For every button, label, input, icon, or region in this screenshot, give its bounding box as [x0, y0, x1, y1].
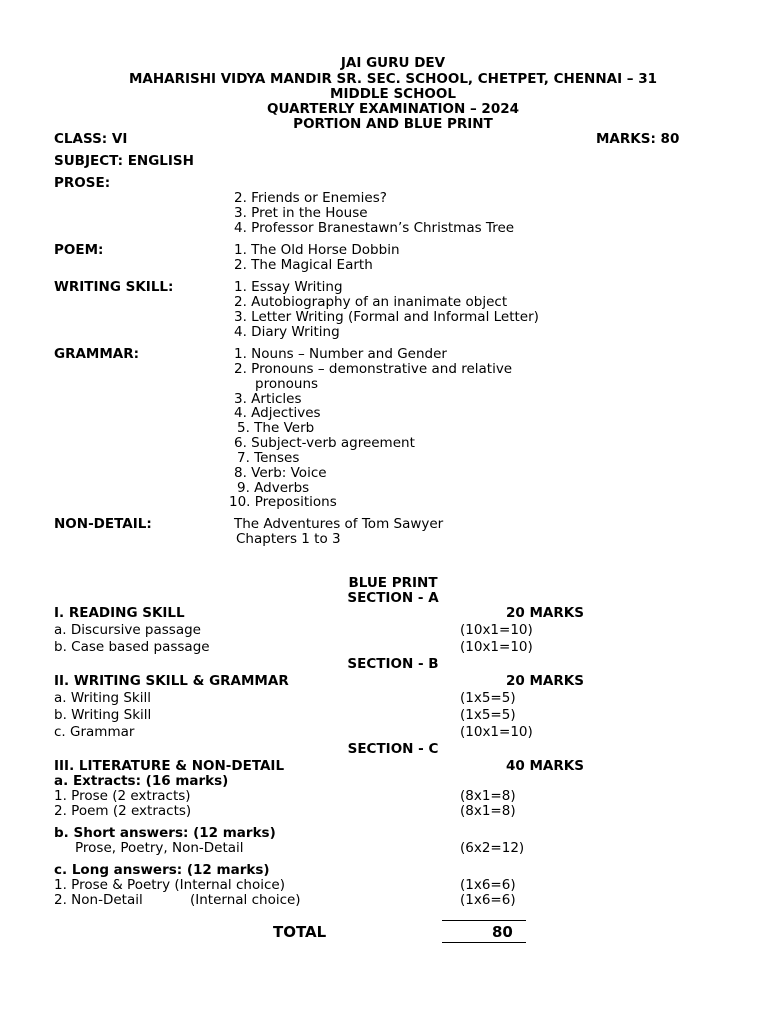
blueprint-item-label: a. Discursive passage: [54, 622, 201, 638]
long-answers-title: c. Long answers: (12 marks): [54, 862, 270, 878]
header-line-1: JAI GURU DEV: [340, 55, 446, 71]
grammar-item: 2. Pronouns – demonstrative and relative: [234, 361, 513, 377]
writing-item: 2. Autobiography of an inanimate object: [234, 294, 508, 310]
marks-label: MARKS: 80: [596, 131, 680, 147]
section-a-heading: SECTION - A: [347, 590, 439, 606]
writing-skill-label: WRITING SKILL:: [54, 279, 174, 295]
blueprint-item-label: a. Writing Skill: [54, 690, 151, 706]
blueprint-item-value: (1x5=5): [460, 690, 516, 706]
prose-item: 3. Pret in the House: [234, 205, 368, 221]
blueprint-item-label: Prose, Poetry, Non-Detail: [75, 840, 244, 856]
blueprint-item-value: (1x6=6): [460, 877, 516, 893]
reading-skill-marks: 20 MARKS: [506, 605, 584, 621]
grammar-item: 5. The Verb: [237, 420, 315, 436]
extracts-title: a. Extracts: (16 marks): [54, 773, 229, 789]
total-bottom-rule: [442, 942, 526, 943]
blueprint-item-label: 1. Prose (2 extracts): [54, 788, 191, 804]
writing-item: 4. Diary Writing: [234, 324, 340, 340]
writing-grammar-title: II. WRITING SKILL & GRAMMAR: [54, 673, 289, 689]
school-name: MAHARISHI VIDYA MANDIR SR. SEC. SCHOOL, CHETPET, CHENNAI – 31: [128, 71, 658, 87]
prose-label: PROSE:: [54, 175, 111, 191]
blueprint-item-value: (1x6=6): [460, 892, 516, 908]
total-top-rule: [442, 920, 526, 921]
section-b-heading: SECTION - B: [347, 656, 439, 672]
blueprint-item-value: (10x1=10): [460, 639, 533, 655]
poem-label: POEM:: [54, 242, 104, 258]
grammar-item: 7. Tenses: [237, 450, 300, 466]
blueprint-item-value: (8x1=8): [460, 788, 516, 804]
grammar-item: pronouns: [255, 376, 319, 392]
total-value: 80: [492, 923, 513, 941]
writing-item: 3. Letter Writing (Formal and Informal Letter): [234, 309, 539, 325]
blueprint-item-value: (10x1=10): [460, 622, 533, 638]
literature-marks: 40 MARKS: [506, 758, 584, 774]
exam-title: QUARTERLY EXAMINATION – 2024: [266, 101, 520, 117]
grammar-item: 10. Prepositions: [229, 494, 337, 510]
literature-title: III. LITERATURE & NON-DETAIL: [54, 758, 285, 774]
section-c-heading: SECTION - C: [347, 741, 439, 757]
writing-grammar-marks: 20 MARKS: [506, 673, 584, 689]
non-detail-item: The Adventures of Tom Sawyer: [234, 516, 444, 532]
reading-skill-title: I. READING SKILL: [54, 605, 185, 621]
blueprint-title: BLUE PRINT: [348, 575, 438, 591]
poem-item: 1. The Old Horse Dobbin: [234, 242, 400, 258]
grammar-item: 8. Verb: Voice: [234, 465, 327, 481]
blueprint-item-label: b. Case based passage: [54, 639, 210, 655]
grammar-item: 1. Nouns – Number and Gender: [234, 346, 447, 362]
prose-item: 4. Professor Branestawn’s Christmas Tree: [234, 220, 515, 236]
subject-label: SUBJECT: ENGLISH: [54, 153, 194, 169]
doc-subtitle: PORTION AND BLUE PRINT: [293, 116, 493, 132]
blueprint-item-value: (10x1=10): [460, 724, 533, 740]
blueprint-item-value: (1x5=5): [460, 707, 516, 723]
short-answers-title: b. Short answers: (12 marks): [54, 825, 276, 841]
non-detail-label: NON-DETAIL:: [54, 516, 152, 532]
prose-item: 2. Friends or Enemies?: [234, 190, 387, 206]
blueprint-item-value: (6x2=12): [460, 840, 525, 856]
blueprint-item-label: b. Writing Skill: [54, 707, 152, 723]
class-label: CLASS: VI: [54, 131, 128, 147]
grammar-item: 4. Adjectives: [234, 405, 321, 421]
writing-item: 1. Essay Writing: [234, 279, 343, 295]
grammar-item: 3. Articles: [234, 391, 302, 407]
grammar-item: 6. Subject-verb agreement: [234, 435, 415, 451]
grammar-label: GRAMMAR:: [54, 346, 140, 362]
total-label: TOTAL: [273, 923, 327, 941]
header-line-3: MIDDLE SCHOOL: [330, 86, 456, 102]
grammar-item: 9. Adverbs: [237, 480, 310, 496]
blueprint-item-label: 2. Non-Detail: [54, 892, 143, 908]
non-detail-item: Chapters 1 to 3: [236, 531, 341, 547]
blueprint-item-label: 2. Poem (2 extracts): [54, 803, 192, 819]
blueprint-item-label: 1. Prose & Poetry (Internal choice): [54, 877, 285, 893]
poem-item: 2. The Magical Earth: [234, 257, 373, 273]
blueprint-item-value: (8x1=8): [460, 803, 516, 819]
internal-choice-note: (Internal choice): [190, 892, 301, 908]
blueprint-item-label: c. Grammar: [54, 724, 135, 740]
